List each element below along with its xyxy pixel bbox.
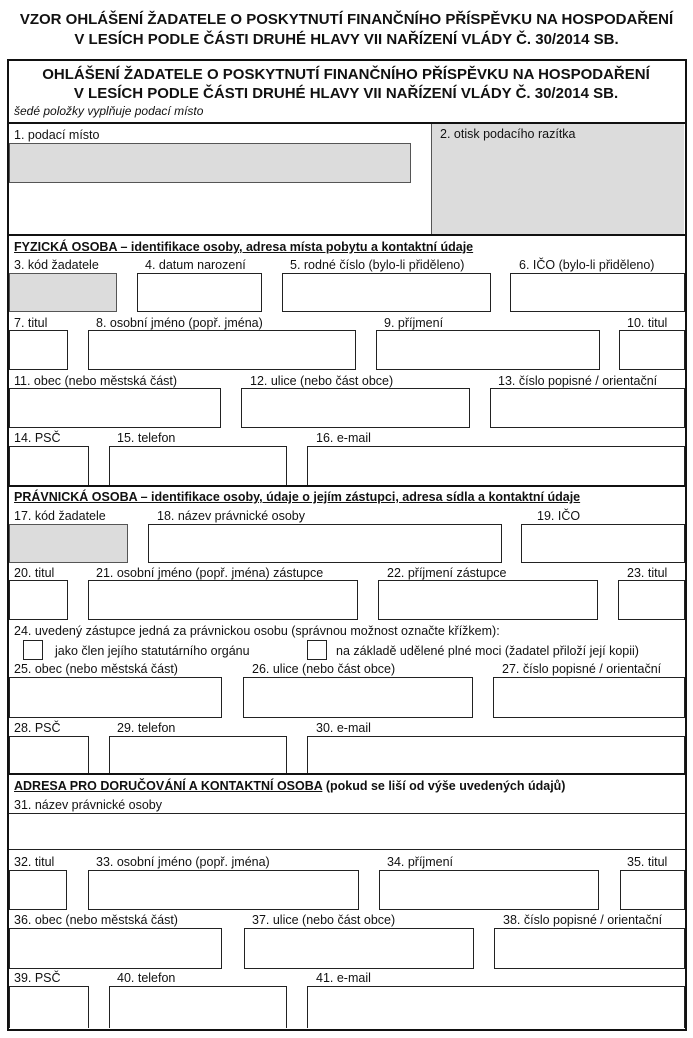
field-36-municipality[interactable] <box>9 928 222 969</box>
label-f24: 24. uvedený zástupce jedná za právnickou osobu (správnou možnost označte křížkem): <box>14 624 500 638</box>
grey-fields-note: šedé položky vyplňuje podací místo <box>14 104 204 118</box>
field-4-birth-date[interactable] <box>137 273 262 312</box>
field-30-email[interactable] <box>307 736 685 774</box>
label-f14: 14. PSČ <box>14 431 61 445</box>
label-f19: 19. IČO <box>537 509 581 523</box>
label-f35: 35. titul <box>627 855 668 869</box>
field-7-title[interactable] <box>9 330 68 370</box>
field-39-postcode[interactable] <box>9 986 89 1028</box>
label-f38: 38. číslo popisné / orientační <box>503 913 663 927</box>
label-f6: 6. IČO (bylo-li přiděleno) <box>519 258 655 272</box>
field-19-ico[interactable] <box>521 524 685 563</box>
label-f15: 15. telefon <box>117 431 176 445</box>
label-f29: 29. telefon <box>117 721 176 735</box>
label-f4: 4. datum narození <box>145 258 246 272</box>
label-f24-option1: jako člen jejího statutárního orgánu <box>55 644 250 658</box>
field-27-house-number[interactable] <box>493 677 685 718</box>
divider <box>8 485 685 487</box>
label-f11: 11. obec (nebo městská část) <box>14 374 178 388</box>
field-31-legal-entity-name[interactable] <box>9 813 685 850</box>
field-11-municipality[interactable] <box>9 388 221 428</box>
form-title-line2: V LESÍCH PODLE ČÁSTI DRUHÉ HLAVY VII NAŘÍZENÍ VLÁDY Č. 30/2014 SB. <box>73 85 619 102</box>
document-title-line2: V LESÍCH PODLE ČÁSTI DRUHÉ HLAVY VII NAŘÍZENÍ VLÁDY Č. 30/2014 SB. <box>74 31 619 48</box>
field-22-representative-surname[interactable] <box>378 580 598 620</box>
form-title-line1: OHLÁŠENÍ ŽADATELE O POSKYTNUTÍ FINANČNÍHO PŘÍSPĚVKU NA HOSPODAŘENÍ <box>42 66 650 83</box>
label-f40: 40. telefon <box>117 971 176 985</box>
field-13-house-number[interactable] <box>490 388 685 428</box>
label-f1: 1. podací místo <box>14 128 100 142</box>
label-f20: 20. titul <box>14 566 55 580</box>
label-f22: 22. příjmení zástupce <box>387 566 507 580</box>
label-f23: 23. titul <box>627 566 668 580</box>
field-25-municipality[interactable] <box>9 677 222 718</box>
label-f5: 5. rodné číslo (bylo-li přiděleno) <box>290 258 465 272</box>
field-10-title[interactable] <box>619 330 685 370</box>
label-f7: 7. titul <box>14 316 48 330</box>
label-f3: 3. kód žadatele <box>14 258 99 272</box>
field-34-surname[interactable] <box>379 870 599 910</box>
checkbox-power-of-attorney[interactable] <box>307 640 327 660</box>
field-37-street[interactable] <box>244 928 474 969</box>
label-f13: 13. číslo popisné / orientační <box>498 374 658 388</box>
label-f32: 32. titul <box>14 855 55 869</box>
field-20-title[interactable] <box>9 580 68 620</box>
label-f28: 28. PSČ <box>14 721 61 735</box>
field-21-representative-first-name[interactable] <box>88 580 358 620</box>
label-f27: 27. číslo popisné / orientační <box>502 662 662 676</box>
checkbox-statutory-body[interactable] <box>23 640 43 660</box>
label-f2: 2. otisk podacího razítka <box>440 127 576 141</box>
label-f21: 21. osobní jméno (popř. jména) zástupce <box>96 566 324 580</box>
label-f8: 8. osobní jméno (popř. jména) <box>96 316 263 330</box>
field-38-house-number[interactable] <box>494 928 685 969</box>
divider <box>431 124 432 234</box>
field-35-title[interactable] <box>620 870 685 910</box>
label-f31: 31. název právnické osoby <box>14 798 163 812</box>
field-40-phone[interactable] <box>109 986 287 1028</box>
field-33-first-name[interactable] <box>88 870 359 910</box>
label-f26: 26. ulice (nebo část obce) <box>252 662 396 676</box>
field-6-ico[interactable] <box>510 273 685 312</box>
field-17-applicant-code[interactable] <box>9 524 128 563</box>
section-heading-natural-person: FYZICKÁ OSOBA – identifikace osoby, adresa místa pobytu a kontaktní údaje <box>14 240 474 254</box>
section-heading-legal-person: PRÁVNICKÁ OSOBA – identifikace osoby, údaje o jejím zástupci, adresa sídla a kontaktní údaje <box>14 490 581 504</box>
label-f12: 12. ulice (nebo část obce) <box>250 374 394 388</box>
label-f9: 9. příjmení <box>384 316 444 330</box>
label-f33: 33. osobní jméno (popř. jména) <box>96 855 270 869</box>
label-f10: 10. titul <box>627 316 668 330</box>
field-1-filing-office[interactable] <box>9 143 411 183</box>
divider <box>8 773 685 775</box>
field-23-title[interactable] <box>618 580 685 620</box>
label-f16: 16. e-mail <box>316 431 371 445</box>
label-f30: 30. e-mail <box>316 721 371 735</box>
field-29-phone[interactable] <box>109 736 287 774</box>
label-f34: 34. příjmení <box>387 855 454 869</box>
field-9-surname[interactable] <box>376 330 600 370</box>
label-f37: 37. ulice (nebo část obce) <box>252 913 396 927</box>
field-14-postcode[interactable] <box>9 446 89 486</box>
field-18-legal-entity-name[interactable] <box>148 524 502 563</box>
label-f39: 39. PSČ <box>14 971 61 985</box>
label-f18: 18. název právnické osoby <box>157 509 306 523</box>
label-f25: 25. obec (nebo městská část) <box>14 662 178 676</box>
field-3-applicant-code[interactable] <box>9 273 117 312</box>
label-f17: 17. kód žadatele <box>14 509 106 523</box>
field-28-postcode[interactable] <box>9 736 89 774</box>
divider <box>8 234 685 236</box>
field-26-street[interactable] <box>243 677 473 718</box>
field-8-first-name[interactable] <box>88 330 356 370</box>
field-16-email[interactable] <box>307 446 685 486</box>
document-title-line1: VZOR OHLÁŠENÍ ŽADATELE O POSKYTNUTÍ FINANČNÍHO PŘÍSPĚVKU NA HOSPODAŘENÍ <box>19 11 674 28</box>
field-12-street[interactable] <box>241 388 470 428</box>
label-f36: 36. obec (nebo městská část) <box>14 913 178 927</box>
field-15-phone[interactable] <box>109 446 287 486</box>
field-5-birth-number[interactable] <box>282 273 491 312</box>
label-f24-option2: na základě udělené plné moci (žadatel přiloží její kopii) <box>336 644 639 658</box>
field-41-email[interactable] <box>307 986 685 1028</box>
label-f41: 41. e-mail <box>316 971 371 985</box>
field-32-title[interactable] <box>9 870 67 910</box>
section-heading-delivery: ADRESA PRO DORUČOVÁNÍ A KONTAKTNÍ OSOBA (pokud se liší od výše uvedených údajů) <box>14 779 566 793</box>
